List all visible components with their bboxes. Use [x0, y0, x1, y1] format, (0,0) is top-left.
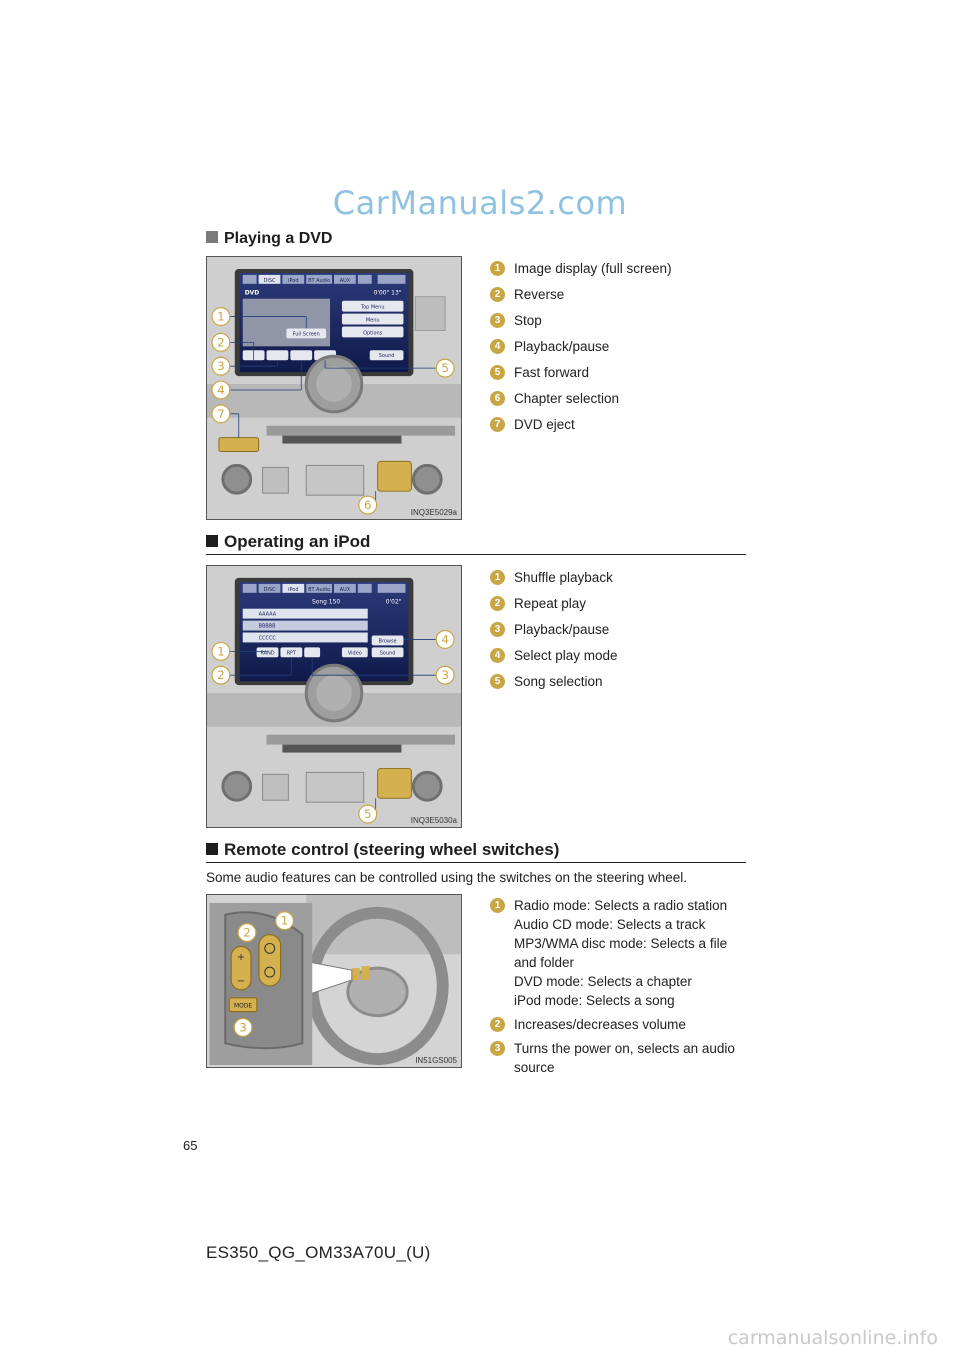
list-item: 7 DVD eject	[490, 415, 746, 434]
footer-code: ES350_QG_OM33A70U_(U)	[206, 1243, 431, 1262]
dvd-head-unit-illustration	[207, 257, 461, 519]
svg-text:0'02": 0'02"	[385, 598, 402, 606]
remote-intro: Some audio features can be controlled using the switches on the steering wheel.	[206, 870, 688, 885]
svg-text:DVD: DVD	[244, 289, 260, 297]
svg-text:Sound: Sound	[379, 650, 396, 657]
svg-text:AAAAA: AAAAA	[258, 611, 277, 618]
svg-text:Song 150: Song 150	[311, 598, 341, 606]
svg-text:AUX: AUX	[339, 277, 351, 284]
number-badge: 2	[490, 596, 505, 611]
svg-text:CCCCC: CCCCC	[258, 635, 276, 642]
dvd-figure	[206, 256, 462, 520]
list-item: 1 Shuffle playback	[490, 568, 746, 587]
list-item: 3 Turns the power on, selects an audio source	[490, 1039, 746, 1077]
svg-text:RAND: RAND	[260, 650, 275, 657]
section-rule	[206, 554, 746, 555]
svg-text:DISC: DISC	[263, 277, 276, 284]
figure-code: IN51GS005	[415, 1056, 457, 1065]
list-item: 2 Reverse	[490, 285, 746, 304]
svg-text:3: 3	[217, 359, 225, 374]
number-badge: 3	[490, 313, 505, 328]
number-badge: 2	[490, 1017, 505, 1032]
section-rule	[206, 862, 746, 863]
list-item: 6 Chapter selection	[490, 389, 746, 408]
number-badge: 5	[490, 674, 505, 689]
number-badge: 2	[490, 287, 505, 302]
number-badge: 3	[490, 1041, 505, 1056]
number-badge: 6	[490, 391, 505, 406]
watermark-bottom: carmanualsonline.info	[727, 1327, 938, 1349]
svg-text:3: 3	[441, 668, 449, 683]
svg-text:Options: Options	[363, 330, 383, 337]
svg-text:7: 7	[217, 406, 225, 421]
number-badge: 4	[490, 339, 505, 354]
svg-text:0'00" 13": 0'00" 13"	[373, 289, 402, 297]
svg-text:4: 4	[217, 382, 225, 397]
square-bullet-icon	[206, 535, 218, 547]
ipod-head-unit-illustration	[207, 566, 461, 827]
watermark-top: CarManuals2.com	[332, 184, 628, 222]
number-badge: 1	[490, 898, 505, 913]
number-badge: 1	[490, 570, 505, 585]
svg-text:BBBBB: BBBBB	[258, 623, 276, 630]
svg-text:AUX: AUX	[339, 586, 351, 593]
svg-text:Menu: Menu	[365, 317, 380, 324]
dvd-section-heading: Playing a DVD	[206, 230, 332, 248]
number-badge: 4	[490, 648, 505, 663]
svg-text:iPod: iPod	[288, 586, 299, 593]
svg-text:DISC: DISC	[263, 586, 276, 593]
svg-text:1: 1	[217, 644, 225, 659]
list-item: 3 Stop	[490, 311, 746, 330]
svg-text:1: 1	[217, 309, 225, 324]
svg-text:Sound: Sound	[378, 353, 395, 360]
ipod-figure	[206, 565, 462, 828]
steering-wheel-illustration	[207, 895, 461, 1067]
square-bullet-icon	[206, 231, 218, 243]
remote-figure	[206, 894, 462, 1068]
figure-code: INQ3E5029a	[410, 508, 457, 517]
svg-text:Video: Video	[347, 650, 362, 657]
svg-text:RPT: RPT	[286, 650, 297, 657]
svg-text:5: 5	[363, 807, 372, 822]
svg-text:1: 1	[280, 913, 289, 928]
list-item: 1 Radio mode: Selects a radio station Audio CD mode: Selects a track MP3/WMA disc mode: Selects a file and folder DVD mode: Selects a chapter iPod mode: Selects a song	[490, 896, 746, 1010]
svg-text:4: 4	[441, 632, 449, 647]
svg-text:2: 2	[217, 335, 225, 350]
svg-text:iPod: iPod	[288, 277, 299, 284]
dvd-legend	[490, 259, 746, 441]
svg-text:MODE: MODE	[234, 1002, 253, 1010]
remote-legend	[490, 896, 746, 1082]
svg-text:6: 6	[363, 498, 372, 513]
svg-text:−: −	[236, 975, 246, 987]
remote-section-heading: Remote control (steering wheel switches)	[206, 840, 559, 860]
number-badge: 7	[490, 417, 505, 432]
list-item: 2 Repeat play	[490, 594, 746, 613]
ipod-section-heading: Operating an iPod	[206, 532, 370, 552]
number-badge: 1	[490, 261, 505, 276]
list-item: 5 Fast forward	[490, 363, 746, 382]
square-bullet-icon	[206, 843, 218, 855]
number-badge: 5	[490, 365, 505, 380]
svg-text:3: 3	[239, 1020, 247, 1035]
list-item: 4 Playback/pause	[490, 337, 746, 356]
figure-code: INQ3E5030a	[410, 816, 457, 825]
list-item: 5 Song selection	[490, 672, 746, 691]
page-number: 65	[183, 1138, 198, 1153]
svg-text:2: 2	[217, 668, 225, 683]
svg-text:BT Audio: BT Audio	[308, 277, 331, 284]
svg-text:Top Menu: Top Menu	[360, 304, 385, 311]
number-badge: 3	[490, 622, 505, 637]
svg-text:5: 5	[441, 361, 449, 376]
svg-text:2: 2	[243, 925, 251, 940]
svg-text:Browse: Browse	[378, 638, 397, 645]
svg-text:Full Screen: Full Screen	[292, 331, 320, 338]
list-item: 4 Select play mode	[490, 646, 746, 665]
svg-text:+: +	[236, 952, 246, 964]
list-item: 3 Playback/pause	[490, 620, 746, 639]
svg-text:BT Audio: BT Audio	[308, 586, 331, 593]
ipod-legend	[490, 568, 746, 698]
list-item: 2 Increases/decreases volume	[490, 1015, 746, 1034]
list-item: 1 Image display (full screen)	[490, 259, 746, 278]
